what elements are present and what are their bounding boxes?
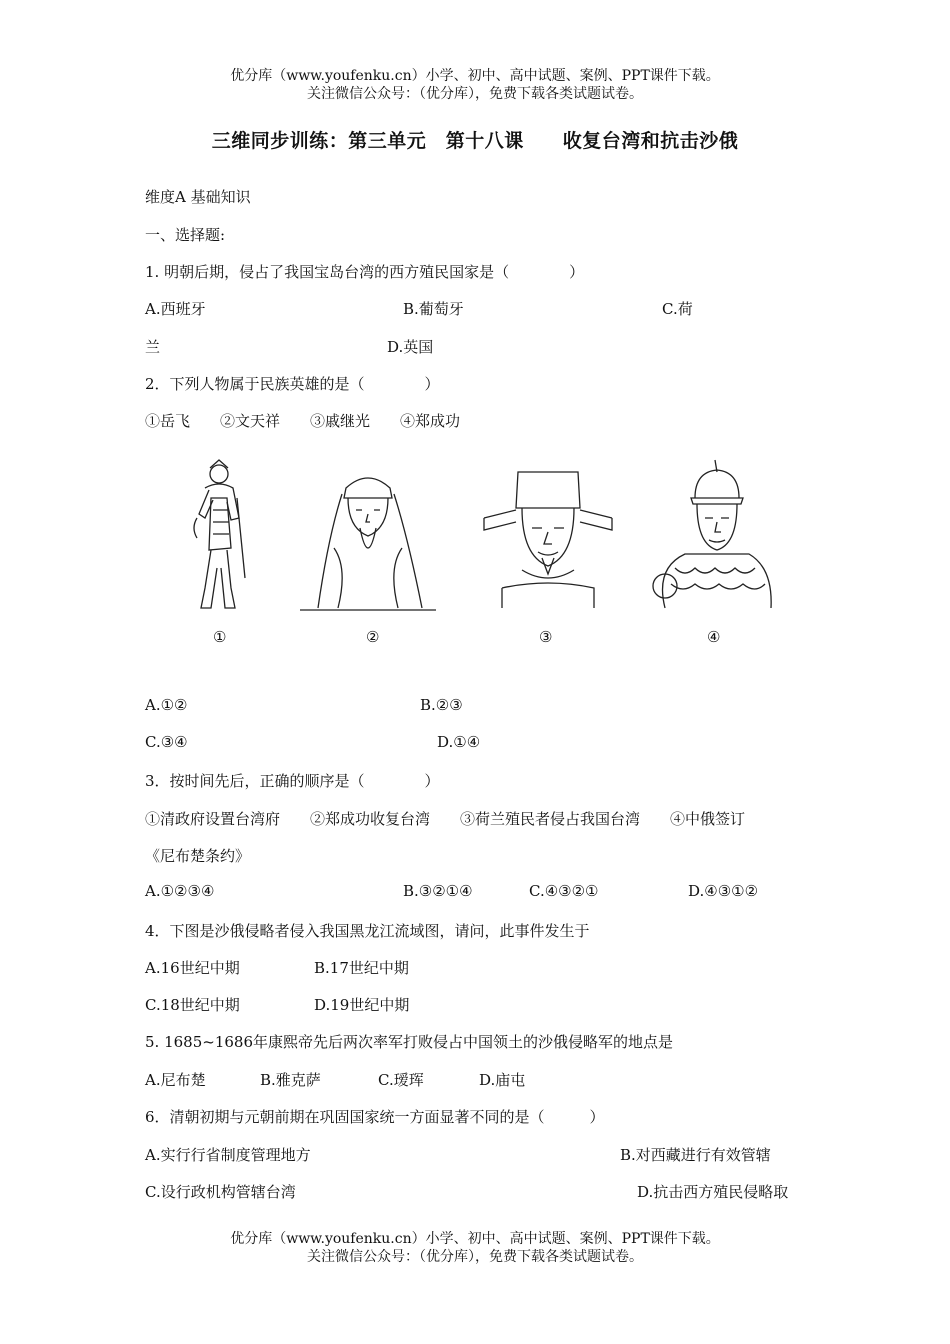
q4-option-b: B.17世纪中期 xyxy=(314,959,409,977)
q1-option-c-continued: 兰 xyxy=(145,338,161,356)
q5-option-b: B.雅克萨 xyxy=(260,1071,321,1089)
q2-option-a: A.①② xyxy=(145,696,188,714)
q6-option-c: C.设行政机构管辖台湾 xyxy=(145,1183,296,1201)
portrait-yue-fei xyxy=(175,458,270,613)
footer-line-2: 关注微信公众号：（优分库），免费下载各类试题试卷。 xyxy=(307,1249,643,1265)
portrait-wen-tianxiang xyxy=(298,458,438,613)
q4-option-a: A.16世纪中期 xyxy=(145,959,240,977)
portrait-zheng-chenggong xyxy=(645,458,777,613)
q4-option-c: C.18世纪中期 xyxy=(145,996,240,1014)
question-3-stem: 3．按时间先后，正确的顺序是（ ） xyxy=(145,772,440,790)
figure-label-3: ③ xyxy=(539,628,553,646)
question-3-items: ①清政府设置台湾府 ②郑成功收复台湾 ③荷兰殖民者侵占我国台湾 ④中俄签订 xyxy=(145,810,746,828)
portrait-qi-jiguang xyxy=(482,458,614,613)
footer-line-1: 优分库（www.youfenku.cn）小学、初中、高中试题、案例、PPT课件下载。 xyxy=(230,1231,720,1247)
q3-option-c: C.④③②① xyxy=(529,882,599,900)
q1-option-a: A.西班牙 xyxy=(145,300,206,318)
q5-option-d: D.庙屯 xyxy=(479,1071,526,1089)
q2-option-d: D.①④ xyxy=(437,733,481,751)
q3-option-a: A.①②③④ xyxy=(145,882,215,900)
q6-option-a: A.实行行省制度管理地方 xyxy=(145,1146,311,1164)
q3-option-b: B.③②①④ xyxy=(403,882,473,900)
q1-option-b: B.葡萄牙 xyxy=(403,300,464,318)
question-2-stem: 2．下列人物属于民族英雄的是（ ） xyxy=(145,375,440,393)
page-title: 三维同步训练：第三单元 第十八课 收复台湾和抗击沙俄 xyxy=(211,130,739,152)
figure-label-1: ① xyxy=(213,628,227,646)
q3-option-d: D.④③①② xyxy=(688,882,759,900)
figure-label-2: ② xyxy=(366,628,380,646)
question-5-stem: 5. 1685~1686年康熙帝先后两次率军打败侵占中国领土的沙俄侵略军的地点是 xyxy=(145,1033,673,1051)
q6-option-b: B.对西藏进行有效管辖 xyxy=(620,1146,771,1164)
header-line-2: 关注微信公众号：（优分库），免费下载各类试题试卷。 xyxy=(307,86,643,102)
part-heading: 一、选择题: xyxy=(145,226,226,244)
q5-option-c: C.瑷珲 xyxy=(378,1071,424,1089)
question-2-items: ①岳飞 ②文天祥 ③戚继光 ④郑成功 xyxy=(145,412,461,430)
question-4-stem: 4．下图是沙俄侵略者侵入我国黑龙江流域图，请问，此事件发生于 xyxy=(145,922,590,940)
q1-option-d: D.英国 xyxy=(387,338,434,356)
q2-option-c: C.③④ xyxy=(145,733,188,751)
q6-option-d: D.抗击西方殖民侵略取 xyxy=(637,1183,789,1201)
question-3-items-continued: 《尼布楚条约》 xyxy=(145,847,251,865)
figure-label-4: ④ xyxy=(707,628,721,646)
header-line-1: 优分库（www.youfenku.cn）小学、初中、高中试题、案例、PPT课件下载。 xyxy=(230,68,720,84)
q2-option-b: B.②③ xyxy=(420,696,463,714)
q1-option-c: C.荷 xyxy=(662,300,693,318)
q4-option-d: D.19世纪中期 xyxy=(314,996,410,1014)
section-heading: 维度A 基础知识 xyxy=(145,188,251,206)
q5-option-a: A.尼布楚 xyxy=(145,1071,206,1089)
question-6-stem: 6．清朝初期与元朝前期在巩固国家统一方面显著不同的是（ ） xyxy=(145,1108,605,1126)
question-1-stem: 1. 明朝后期，侵占了我国宝岛台湾的西方殖民国家是（ ） xyxy=(145,263,585,281)
